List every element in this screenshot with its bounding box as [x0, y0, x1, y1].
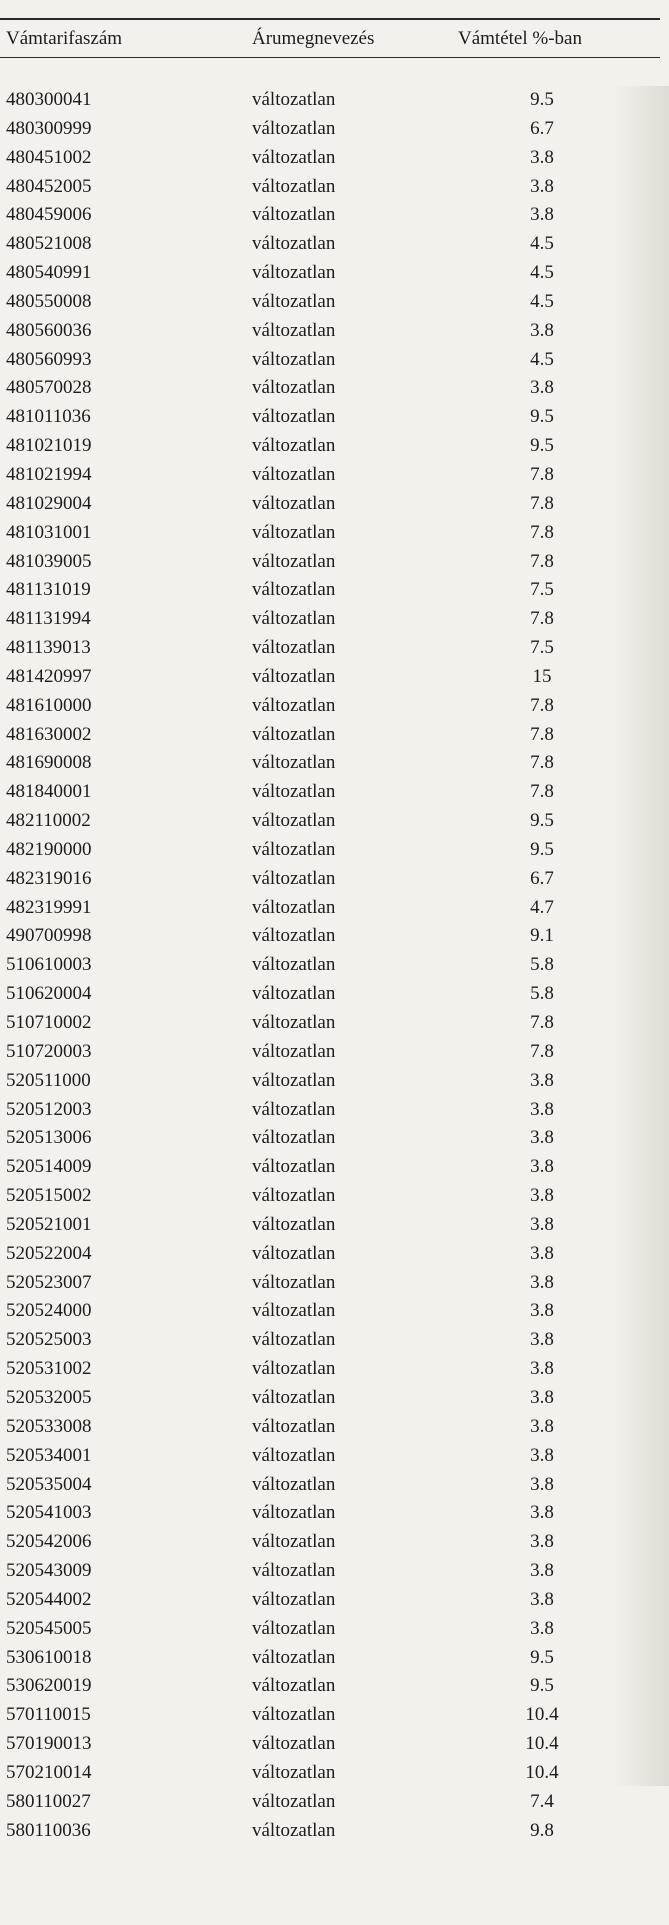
table-row	[0, 201, 669, 230]
product-name-cell: változatlan	[252, 521, 336, 543]
duty-rate-cell: 6.7	[530, 117, 554, 139]
table-row	[0, 317, 669, 346]
duty-rate-cell: 10.4	[525, 1704, 559, 1726]
duty-rate-cell: 9.8	[530, 1819, 554, 1841]
duty-rate-cell: 3.8	[530, 1502, 554, 1524]
tariff-number-cell: 480540991	[6, 262, 92, 284]
tariff-number-cell: 580110027	[6, 1790, 91, 1812]
table-row	[0, 605, 669, 634]
tariff-number-cell: 570210014	[6, 1761, 92, 1783]
table-row	[0, 1096, 669, 1125]
product-name-cell: változatlan	[252, 1646, 336, 1668]
duty-rate-cell: 3.8	[530, 1588, 554, 1610]
table-row	[0, 548, 669, 577]
product-name-cell: változatlan	[252, 579, 336, 601]
tariff-number-cell: 480550008	[6, 290, 92, 312]
tariff-number-cell: 481021019	[6, 435, 92, 457]
product-name-cell: változatlan	[252, 492, 336, 514]
table-row	[0, 894, 669, 923]
duty-rate-cell: 3.8	[530, 1358, 554, 1380]
duty-rate-cell: 3.8	[530, 1473, 554, 1495]
product-name-cell: változatlan	[252, 1185, 336, 1207]
tariff-number-cell: 481840001	[6, 781, 92, 803]
duty-rate-cell: 7.8	[530, 1012, 554, 1033]
product-name-cell: változatlan	[252, 1040, 336, 1062]
tariff-number-cell: 520542006	[6, 1531, 92, 1553]
duty-rate-cell: 7.8	[530, 723, 554, 745]
duty-rate-cell: 4.5	[530, 233, 554, 255]
product-name-cell: változatlan	[252, 838, 336, 860]
tariff-number-cell: 520543009	[6, 1560, 92, 1582]
tariff-number-cell: 480560036	[6, 319, 92, 341]
table-row	[0, 1672, 669, 1701]
tariff-number-cell: 481029004	[6, 492, 92, 514]
duty-rate-cell: 3.8	[530, 1444, 554, 1466]
duty-rate-cell: 3.8	[530, 1560, 554, 1582]
product-name-cell: változatlan	[252, 1588, 336, 1610]
product-name-cell: változatlan	[252, 1012, 336, 1033]
tariff-number-cell: 480300999	[6, 117, 92, 139]
tariff-number-cell: 570110015	[6, 1704, 91, 1726]
duty-rate-cell: 3.8	[530, 1300, 554, 1322]
duty-rate-cell: 3.8	[530, 377, 554, 399]
product-name-cell: változatlan	[252, 810, 336, 832]
duty-rate-cell: 9.5	[530, 406, 554, 428]
table-body	[0, 86, 669, 1845]
product-name-cell: változatlan	[252, 233, 336, 255]
tariff-number-cell: 580110036	[6, 1819, 91, 1841]
duty-rate-cell: 3.8	[530, 1127, 554, 1149]
header-tariff-number: Vámtarifaszám	[6, 28, 123, 49]
duty-rate-cell: 3.8	[530, 1185, 554, 1207]
table-row	[0, 1211, 669, 1240]
duty-rate-cell: 7.8	[530, 550, 554, 572]
table-row	[0, 1269, 669, 1298]
product-name-cell: változatlan	[252, 435, 336, 457]
table-row	[0, 1817, 669, 1846]
duty-rate-cell: 9.5	[530, 838, 554, 860]
duty-rate-cell: 4.5	[530, 262, 554, 284]
tariff-number-cell: 520521001	[6, 1213, 92, 1235]
table-row	[0, 749, 669, 778]
tariff-number-cell: 510720003	[6, 1040, 92, 1062]
duty-rate-cell: 3.8	[530, 1213, 554, 1235]
table-row	[0, 1759, 669, 1788]
duty-rate-cell: 7.8	[530, 1040, 554, 1062]
product-name-cell: változatlan	[252, 781, 336, 803]
product-name-cell: változatlan	[252, 1098, 336, 1120]
product-name-cell: változatlan	[252, 406, 336, 428]
duty-rate-cell: 3.8	[530, 1415, 554, 1437]
product-name-cell: változatlan	[252, 1271, 336, 1293]
duty-rate-cell: 3.8	[530, 1156, 554, 1178]
duty-rate-cell: 10.4	[525, 1761, 559, 1783]
product-name-cell: változatlan	[252, 1790, 336, 1812]
tariff-number-cell: 520524000	[6, 1300, 92, 1322]
table-row	[0, 1730, 669, 1759]
duty-rate-cell: 7.8	[530, 781, 554, 803]
tariff-number-cell: 520522004	[6, 1242, 92, 1264]
tariff-number-cell: 480521008	[6, 233, 92, 255]
product-name-cell: változatlan	[252, 1733, 336, 1755]
tariff-number-cell: 480451002	[6, 146, 92, 168]
table-row	[0, 1499, 669, 1528]
product-name-cell: változatlan	[252, 723, 336, 745]
duty-rate-cell: 10.4	[525, 1733, 559, 1755]
table-row	[0, 461, 669, 490]
product-name-cell: változatlan	[252, 348, 336, 370]
tariff-number-cell: 480300041	[6, 89, 92, 110]
table-row	[0, 1615, 669, 1644]
tariff-number-cell: 520544002	[6, 1588, 92, 1610]
table-row	[0, 490, 669, 519]
tariff-number-cell: 490700998	[6, 925, 92, 947]
table-row	[0, 1182, 669, 1211]
table-row	[0, 1413, 669, 1442]
tariff-number-cell: 520512003	[6, 1098, 92, 1120]
tariff-number-cell: 482319016	[6, 867, 92, 889]
tariff-number-cell: 520511000	[6, 1069, 91, 1091]
table-row	[0, 288, 669, 317]
duty-rate-cell: 3.8	[530, 175, 554, 197]
table-header	[0, 28, 669, 54]
product-name-cell: változatlan	[252, 117, 336, 139]
tariff-number-cell: 520532005	[6, 1386, 92, 1408]
tariff-number-cell: 481420997	[6, 665, 92, 687]
tariff-number-cell: 481139013	[6, 637, 91, 659]
table-row	[0, 432, 669, 461]
product-name-cell: változatlan	[252, 1069, 336, 1091]
product-name-cell: változatlan	[252, 983, 336, 1005]
duty-rate-cell: 6.7	[530, 867, 554, 889]
duty-rate-cell: 7.5	[530, 579, 554, 601]
top-rule	[0, 18, 660, 20]
duty-rate-cell: 3.8	[530, 1617, 554, 1639]
table-row	[0, 692, 669, 721]
duty-rate-cell: 4.5	[530, 348, 554, 370]
tariff-number-cell: 520513006	[6, 1127, 92, 1149]
tariff-number-cell: 520514009	[6, 1156, 92, 1178]
table-row	[0, 173, 669, 202]
product-name-cell: változatlan	[252, 1358, 336, 1380]
tariff-number-cell: 520541003	[6, 1502, 92, 1524]
product-name-cell: változatlan	[252, 1213, 336, 1235]
duty-rate-cell: 3.8	[530, 1531, 554, 1553]
tariff-number-cell: 481039005	[6, 550, 92, 572]
tariff-number-cell: 481031001	[6, 521, 92, 543]
header-rule	[0, 57, 660, 58]
product-name-cell: változatlan	[252, 867, 336, 889]
table-row	[0, 1384, 669, 1413]
table-row	[0, 1326, 669, 1355]
tariff-number-cell: 510710002	[6, 1012, 92, 1033]
tariff-number-cell: 481011036	[6, 406, 91, 428]
table-row	[0, 1644, 669, 1673]
tariff-number-cell: 482190000	[6, 838, 92, 860]
table-row	[0, 115, 669, 144]
product-name-cell: változatlan	[252, 1415, 336, 1437]
duty-rate-cell: 3.8	[530, 1069, 554, 1091]
table-row	[0, 346, 669, 375]
duty-rate-cell: 9.5	[530, 810, 554, 832]
table-row	[0, 86, 669, 115]
header-duty-rate: Vámtétel %-ban	[458, 28, 582, 49]
table-row	[0, 865, 669, 894]
product-name-cell: változatlan	[252, 637, 336, 659]
duty-rate-cell: 3.8	[530, 146, 554, 168]
duty-rate-cell: 3.8	[530, 1242, 554, 1264]
table-row	[0, 1355, 669, 1384]
table-row	[0, 1701, 669, 1730]
duty-rate-cell: 7.5	[530, 637, 554, 659]
duty-rate-cell: 7.8	[530, 492, 554, 514]
duty-rate-cell: 3.8	[530, 1386, 554, 1408]
duty-rate-cell: 9.5	[530, 1646, 554, 1668]
table-row	[0, 721, 669, 750]
table-row	[0, 922, 669, 951]
product-name-cell: változatlan	[252, 175, 336, 197]
product-name-cell: változatlan	[252, 1156, 336, 1178]
tariff-number-cell: 530610018	[6, 1646, 92, 1668]
duty-rate-cell: 9.1	[530, 925, 554, 947]
product-name-cell: változatlan	[252, 1329, 336, 1351]
table-row	[0, 778, 669, 807]
product-name-cell: változatlan	[252, 1444, 336, 1466]
tariff-number-cell: 520534001	[6, 1444, 92, 1466]
table-row	[0, 1471, 669, 1500]
table-row	[0, 1067, 669, 1096]
duty-rate-cell: 7.4	[530, 1790, 554, 1812]
product-name-cell: változatlan	[252, 1502, 336, 1524]
product-name-cell: változatlan	[252, 146, 336, 168]
duty-rate-cell: 9.5	[530, 435, 554, 457]
duty-rate-cell: 9.5	[530, 89, 554, 110]
product-name-cell: változatlan	[252, 1473, 336, 1495]
table-row	[0, 1038, 669, 1067]
table-row	[0, 1557, 669, 1586]
product-name-cell: változatlan	[252, 1127, 336, 1149]
table-row	[0, 1153, 669, 1182]
tariff-number-cell: 520533008	[6, 1415, 92, 1437]
product-name-cell: változatlan	[252, 1531, 336, 1553]
tariff-number-cell: 520545005	[6, 1617, 92, 1639]
table-row	[0, 576, 669, 605]
duty-rate-cell: 7.8	[530, 521, 554, 543]
table-row	[0, 374, 669, 403]
table-row	[0, 1528, 669, 1557]
table-row	[0, 951, 669, 980]
product-name-cell: változatlan	[252, 463, 336, 485]
duty-rate-cell: 3.8	[530, 1098, 554, 1120]
duty-rate-cell: 5.8	[530, 954, 554, 976]
duty-rate-cell: 4.5	[530, 290, 554, 312]
table-row	[0, 1442, 669, 1471]
header-product-name: Árumegnevezés	[252, 28, 375, 49]
product-name-cell: változatlan	[252, 694, 336, 716]
tariff-number-cell: 480452005	[6, 175, 92, 197]
tariff-number-cell: 480459006	[6, 204, 92, 226]
table-row	[0, 1124, 669, 1153]
product-name-cell: változatlan	[252, 1300, 336, 1322]
product-name-cell: változatlan	[252, 262, 336, 284]
tariff-number-cell: 482110002	[6, 810, 91, 832]
product-name-cell: változatlan	[252, 1704, 336, 1726]
table-row	[0, 836, 669, 865]
table-row	[0, 1586, 669, 1615]
tariff-number-cell: 481021994	[6, 463, 92, 485]
product-name-cell: változatlan	[252, 1819, 336, 1841]
duty-rate-cell: 7.8	[530, 694, 554, 716]
table-row	[0, 1009, 669, 1038]
product-name-cell: változatlan	[252, 1617, 336, 1639]
product-name-cell: változatlan	[252, 1560, 336, 1582]
product-name-cell: változatlan	[252, 954, 336, 976]
duty-rate-cell: 7.8	[530, 608, 554, 630]
duty-rate-cell: 15	[532, 665, 552, 687]
product-name-cell: változatlan	[252, 752, 336, 774]
table-row	[0, 259, 669, 288]
product-name-cell: változatlan	[252, 204, 336, 226]
duty-rate-cell: 3.8	[530, 319, 554, 341]
table-row	[0, 807, 669, 836]
duty-rate-cell: 7.8	[530, 752, 554, 774]
product-name-cell: változatlan	[252, 1386, 336, 1408]
tariff-number-cell: 530620019	[6, 1675, 92, 1697]
product-name-cell: változatlan	[252, 665, 336, 687]
product-name-cell: változatlan	[252, 550, 336, 572]
product-name-cell: változatlan	[252, 290, 336, 312]
product-name-cell: változatlan	[252, 608, 336, 630]
duty-rate-cell: 7.8	[530, 463, 554, 485]
table-row	[0, 980, 669, 1009]
product-name-cell: változatlan	[252, 896, 336, 918]
tariff-number-cell: 481690008	[6, 752, 92, 774]
tariff-number-cell: 480570028	[6, 377, 92, 399]
duty-rate-cell: 5.8	[530, 983, 554, 1005]
tariff-number-cell: 481630002	[6, 723, 92, 745]
tariff-number-cell: 510610003	[6, 954, 92, 976]
duty-rate-cell: 3.8	[530, 1271, 554, 1293]
tariff-number-cell: 570190013	[6, 1733, 92, 1755]
product-name-cell: változatlan	[252, 319, 336, 341]
product-name-cell: változatlan	[252, 1761, 336, 1783]
duty-rate-cell: 3.8	[530, 204, 554, 226]
product-name-cell: változatlan	[252, 925, 336, 947]
tariff-number-cell: 520535004	[6, 1473, 92, 1495]
table-row	[0, 144, 669, 173]
tariff-number-cell: 481131019	[6, 579, 91, 601]
table-row	[0, 663, 669, 692]
product-name-cell: változatlan	[252, 89, 336, 110]
table-row	[0, 1297, 669, 1326]
tariff-number-cell: 480560993	[6, 348, 92, 370]
table-row	[0, 230, 669, 259]
duty-rate-cell: 3.8	[530, 1329, 554, 1351]
tariff-number-cell: 520523007	[6, 1271, 92, 1293]
tariff-number-cell: 482319991	[6, 896, 92, 918]
tariff-number-cell: 520531002	[6, 1358, 92, 1380]
table-row	[0, 519, 669, 548]
duty-rate-cell: 4.7	[530, 896, 554, 918]
table-row	[0, 403, 669, 432]
tariff-number-cell: 481131994	[6, 608, 91, 630]
tariff-number-cell: 520515002	[6, 1185, 92, 1207]
product-name-cell: változatlan	[252, 377, 336, 399]
tariff-number-cell: 481610000	[6, 694, 92, 716]
duty-rate-cell: 9.5	[530, 1675, 554, 1697]
tariff-number-cell: 510620004	[6, 983, 92, 1005]
tariff-number-cell: 520525003	[6, 1329, 92, 1351]
product-name-cell: változatlan	[252, 1675, 336, 1697]
product-name-cell: változatlan	[252, 1242, 336, 1264]
table-row	[0, 634, 669, 663]
table-row	[0, 1788, 669, 1817]
table-row	[0, 1240, 669, 1269]
